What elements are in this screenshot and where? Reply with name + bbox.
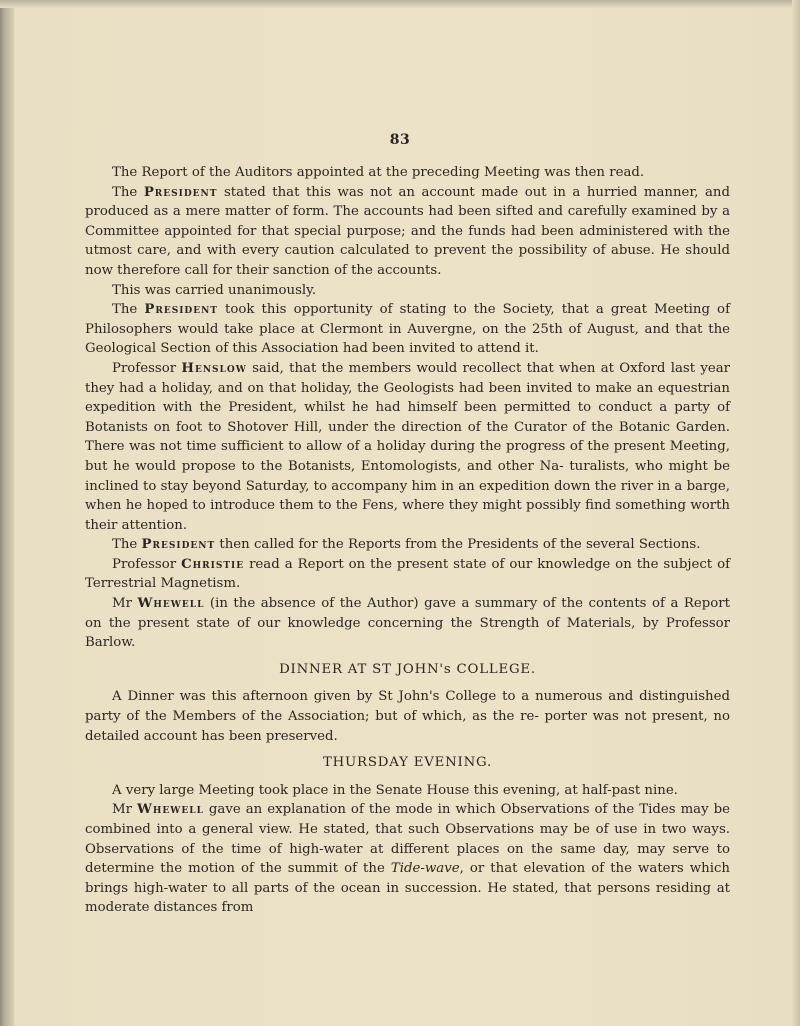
speaker-name: President <box>144 302 218 318</box>
spine-shadow <box>0 0 14 1026</box>
section-heading: THURSDAY EVENING. <box>322 755 493 771</box>
paragraph-prefix: The <box>112 537 142 553</box>
paragraph-prefix: Professor <box>112 556 182 572</box>
paragraph-text: A very large Meeting took place in the Senate House this evening, at half-past nine. <box>112 782 678 798</box>
paragraph <box>85 359 730 535</box>
paragraph-text: stated that this was not an account made out in a hurried manner, and produced as a mere matter of form. The accounts had been sifted and carefully examined by a Committee appointed for that special purpose; and the funds had been administered with the utmost care, and with every caution calculated to prevent the possibility of abuse. He should now therefore call for their sanction of the accounts. <box>85 184 730 278</box>
paragraph-prefix: The <box>112 184 144 200</box>
paragraph <box>85 687 730 746</box>
paragraph-text: took this opportunity of stating to the Society, that a great Meeting of Philosophers would take place at Clermont in Auvergne, on the 25th of August, and that the Geological Section of this Association had been invited to attend it. <box>85 302 730 357</box>
paragraph-text: The Report of the Auditors appointed at the preceding Meeting was then read. <box>112 165 645 180</box>
paragraph-text: then called for the Reports from the Presidents of the several Sections. <box>215 537 701 553</box>
page-number: 83 <box>389 132 411 148</box>
paragraph <box>85 555 730 594</box>
speaker-name: Whewell <box>137 596 205 612</box>
paragraph-prefix: The <box>112 302 145 318</box>
paragraph <box>85 781 730 801</box>
page-right-edge <box>792 0 800 1026</box>
paragraph-text: read a Report on the present state of our knowledge on the subject of Terrestrial Magnetism. <box>85 556 731 592</box>
paragraph <box>85 300 730 359</box>
speaker-name: Whewell <box>136 802 204 818</box>
speaker-name: Christie <box>181 556 245 572</box>
paragraph-text: This was carried unanimously. <box>112 282 317 298</box>
speaker-name: Henslow <box>181 360 247 376</box>
paragraph-prefix: Mr <box>112 596 138 612</box>
paragraph <box>85 281 730 301</box>
speaker-name: President <box>141 537 216 553</box>
body-text <box>85 163 730 918</box>
paragraph <box>85 594 730 653</box>
section-heading: DINNER AT ST JOHN's COLLEGE. <box>279 661 536 677</box>
paragraph-text: , or that elevation of the waters which brings high-water to all parts of the ocean in succession. He stated, that persons residing at moderate distances from <box>85 861 730 916</box>
paragraph <box>85 183 730 281</box>
paragraph-text: A Dinner was this afternoon given by St John's College to a numerous and distinguished party of the Members of the Association; but of which, as the re- porter was not present, no detailed account has been preserved. <box>85 689 730 744</box>
paragraph-text: gave an explanation of the mode in which Observations of the Tides may be combined into a general view. He stated, that such Observations may be of use in two ways. Observations of the time of high-water at different places on the same day, may serve to determine the motion of the summit of the <box>85 802 731 877</box>
speaker-name: President <box>143 184 218 200</box>
paragraph <box>85 800 730 918</box>
paragraph-text: said, that the members would recollect that when at Oxford last year they had a holiday, and on that holiday, the Geologists had been invited to make an equestrian expedition with the President, whilst he had himself been permitted to conduct a party of Botanists on foot to Shotover Hill, under the direction of the Curator of the Botanic Garden. There was not time sufficient to allow of a holiday during the progress of the present Meeting, but he would propose to the Botanists, Entomologists, and other Na- turalists, who might be inclined to stay beyond Saturday, to accompany him in an expedition down the river in a barge, when he hoped to introduce them to the Fens, where they might possibly find something worth their attention. <box>85 360 730 533</box>
italic-term: Tide-wave <box>390 861 460 877</box>
paragraph <box>85 535 730 555</box>
paragraph <box>85 163 730 183</box>
paragraph-prefix: Professor <box>112 360 182 376</box>
page-top-edge <box>0 0 800 8</box>
paragraph-prefix: Mr <box>112 802 137 818</box>
paragraph-text: (in the absence of the Author) gave a summary of the contents of a Report on the present state of our knowledge concerning the Strength of Materials, by Professor Barlow. <box>85 596 730 651</box>
